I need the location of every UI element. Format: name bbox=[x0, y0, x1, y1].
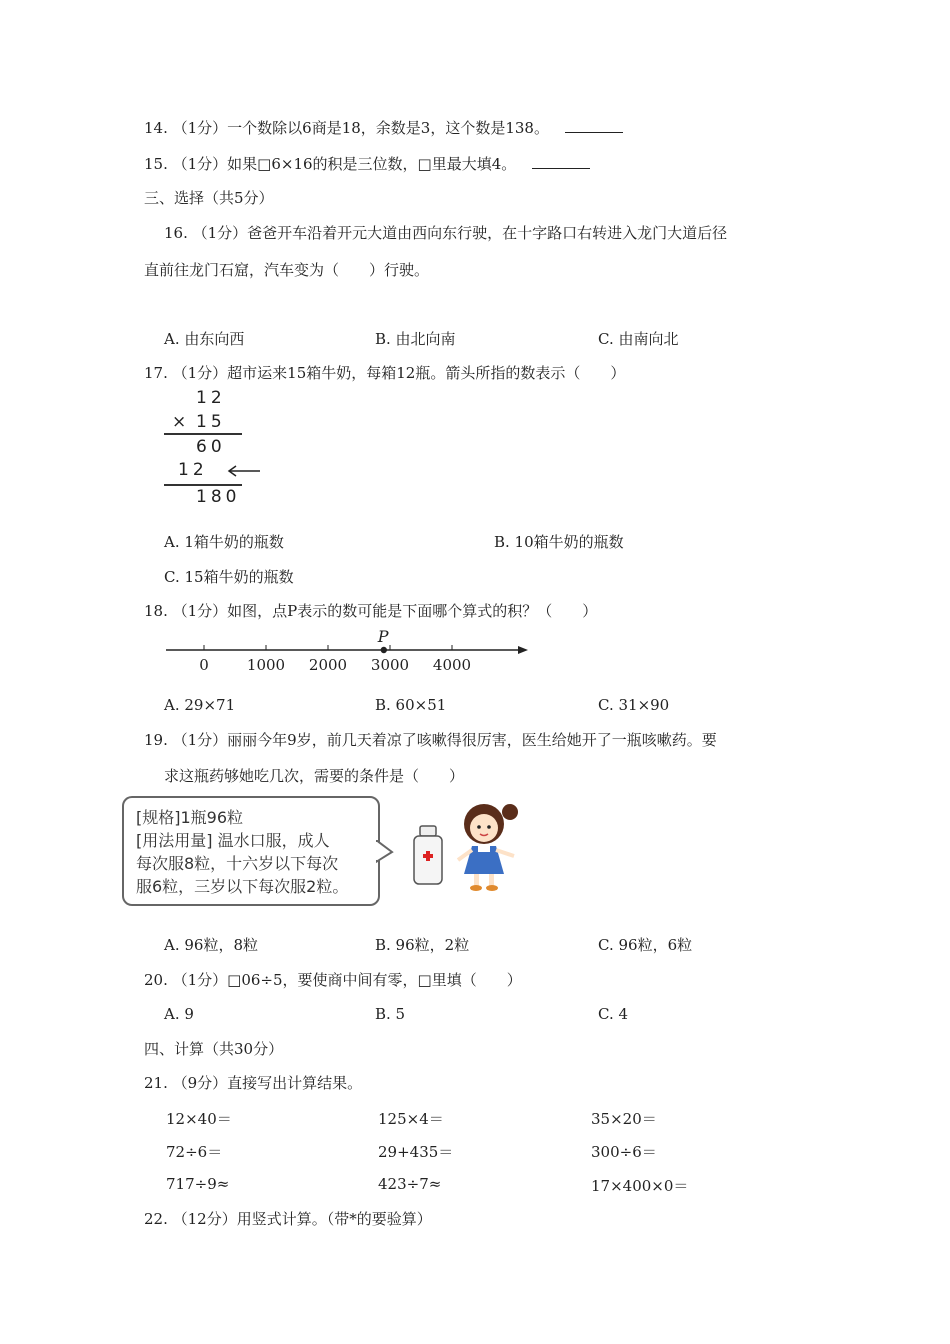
tick-label: 0 bbox=[199, 656, 209, 674]
calc-item: 300÷6＝ bbox=[591, 1143, 657, 1161]
question-16-line1: 16. （1分）爸爸开车沿着开元大道由西向东行驶，在十字路口右转进入龙门大道后径 bbox=[164, 224, 728, 242]
question-21: 21. （9分）直接写出计算结果。 bbox=[144, 1074, 363, 1092]
question-17: 17. （1分）超市运来15箱牛奶，每箱12瓶。箭头所指的数表示（ ） bbox=[144, 364, 626, 382]
bubble-text: [规格]1瓶96粒 [用法用量] 温水口服，成人 每次服8粒，十六岁以下每次 服6粒，三岁以下每次服2粒。 bbox=[136, 808, 349, 896]
number-line bbox=[160, 626, 540, 682]
question-16-line2: 直前往龙门石窟，汽车变为（ ）行驶。 bbox=[144, 261, 430, 279]
times-sign: × bbox=[172, 412, 187, 432]
calc-item: 35×20＝ bbox=[591, 1110, 657, 1128]
question-22: 22. （12分）用竖式计算。（带*的要验算） bbox=[144, 1210, 432, 1228]
q20-option-a[interactable]: A. 9 bbox=[164, 1005, 194, 1023]
calc-item: 717÷9≈ bbox=[166, 1175, 230, 1193]
medicine-bottle-icon bbox=[410, 824, 446, 888]
q20-option-c[interactable]: C. 4 bbox=[598, 1005, 629, 1023]
girl-illustration-icon bbox=[452, 794, 528, 894]
calc-item: 29+435＝ bbox=[378, 1143, 454, 1161]
axis-arrow-icon bbox=[518, 646, 528, 654]
point-label: P bbox=[377, 627, 389, 646]
divider-line bbox=[164, 433, 242, 435]
q18-option-b[interactable]: B. 60×51 bbox=[375, 696, 447, 714]
arrow-left-icon bbox=[226, 464, 262, 478]
question-15: 15. （1分）如果□6×16的积是三位数，□里最大填4。 bbox=[144, 154, 590, 174]
calc-item: 17×400×0＝ bbox=[591, 1177, 689, 1195]
partial-product-2: 12 bbox=[178, 460, 208, 480]
divider-line bbox=[164, 484, 242, 486]
partial-product-1: 60 bbox=[196, 437, 226, 457]
tick-label: 2000 bbox=[308, 656, 348, 674]
tick-label: 1000 bbox=[246, 656, 286, 674]
q17-option-c[interactable]: C. 15箱牛奶的瓶数 bbox=[164, 568, 294, 586]
q17-option-a[interactable]: A. 1箱牛奶的瓶数 bbox=[164, 533, 284, 551]
tick-label: 4000 bbox=[432, 656, 472, 674]
calc-item: 72÷6＝ bbox=[166, 1143, 223, 1161]
q18-option-c[interactable]: C. 31×90 bbox=[598, 696, 670, 714]
question-20: 20. （1分）□06÷5，要使商中间有零，□里填（ ） bbox=[144, 971, 522, 989]
q16-option-a[interactable]: A. 由东向西 bbox=[164, 330, 245, 348]
multiplicand: 12 bbox=[196, 388, 226, 408]
q17-option-b[interactable]: B. 10箱牛奶的瓶数 bbox=[494, 533, 624, 551]
q20-option-b[interactable]: B. 5 bbox=[375, 1005, 406, 1023]
section-heading-3: 三、选择（共5分） bbox=[144, 189, 274, 207]
question-19-line2: 求这瓶药够她吃几次，需要的条件是（ ） bbox=[164, 767, 465, 785]
q19-option-a[interactable]: A. 96粒，8粒 bbox=[164, 936, 258, 954]
calc-item: 125×4＝ bbox=[378, 1110, 444, 1128]
speech-bubble bbox=[122, 796, 380, 906]
answer-blank[interactable] bbox=[532, 154, 590, 169]
multiplier: 15 bbox=[196, 412, 226, 432]
point-p bbox=[381, 647, 387, 653]
q16-option-c[interactable]: C. 由南向北 bbox=[598, 330, 679, 348]
calc-item: 12×40＝ bbox=[166, 1110, 232, 1128]
q19-option-b[interactable]: B. 96粒，2粒 bbox=[375, 936, 470, 954]
question-19-line1: 19. （1分）丽丽今年9岁，前几天着凉了咳嗽得很厉害，医生给她开了一瓶咳嗽药。要 bbox=[144, 731, 717, 749]
q16-option-b[interactable]: B. 由北向南 bbox=[375, 330, 456, 348]
bubble-tail-icon bbox=[376, 840, 394, 864]
question-14: 14. （1分）一个数除以6商是18，余数是3，这个数是138。 bbox=[144, 118, 623, 138]
tick-label: 3000 bbox=[370, 656, 410, 674]
vertical-multiplication bbox=[164, 388, 274, 510]
q18-option-a[interactable]: A. 29×71 bbox=[164, 696, 236, 714]
section-heading-4: 四、计算（共30分） bbox=[144, 1040, 284, 1058]
answer-blank[interactable] bbox=[565, 118, 623, 133]
product: 180 bbox=[196, 487, 241, 507]
calc-item: 423÷7≈ bbox=[378, 1175, 442, 1193]
question-18: 18. （1分）如图，点P表示的数可能是下面哪个算式的积？（ ） bbox=[144, 602, 598, 620]
q19-option-c[interactable]: C. 96粒，6粒 bbox=[598, 936, 693, 954]
